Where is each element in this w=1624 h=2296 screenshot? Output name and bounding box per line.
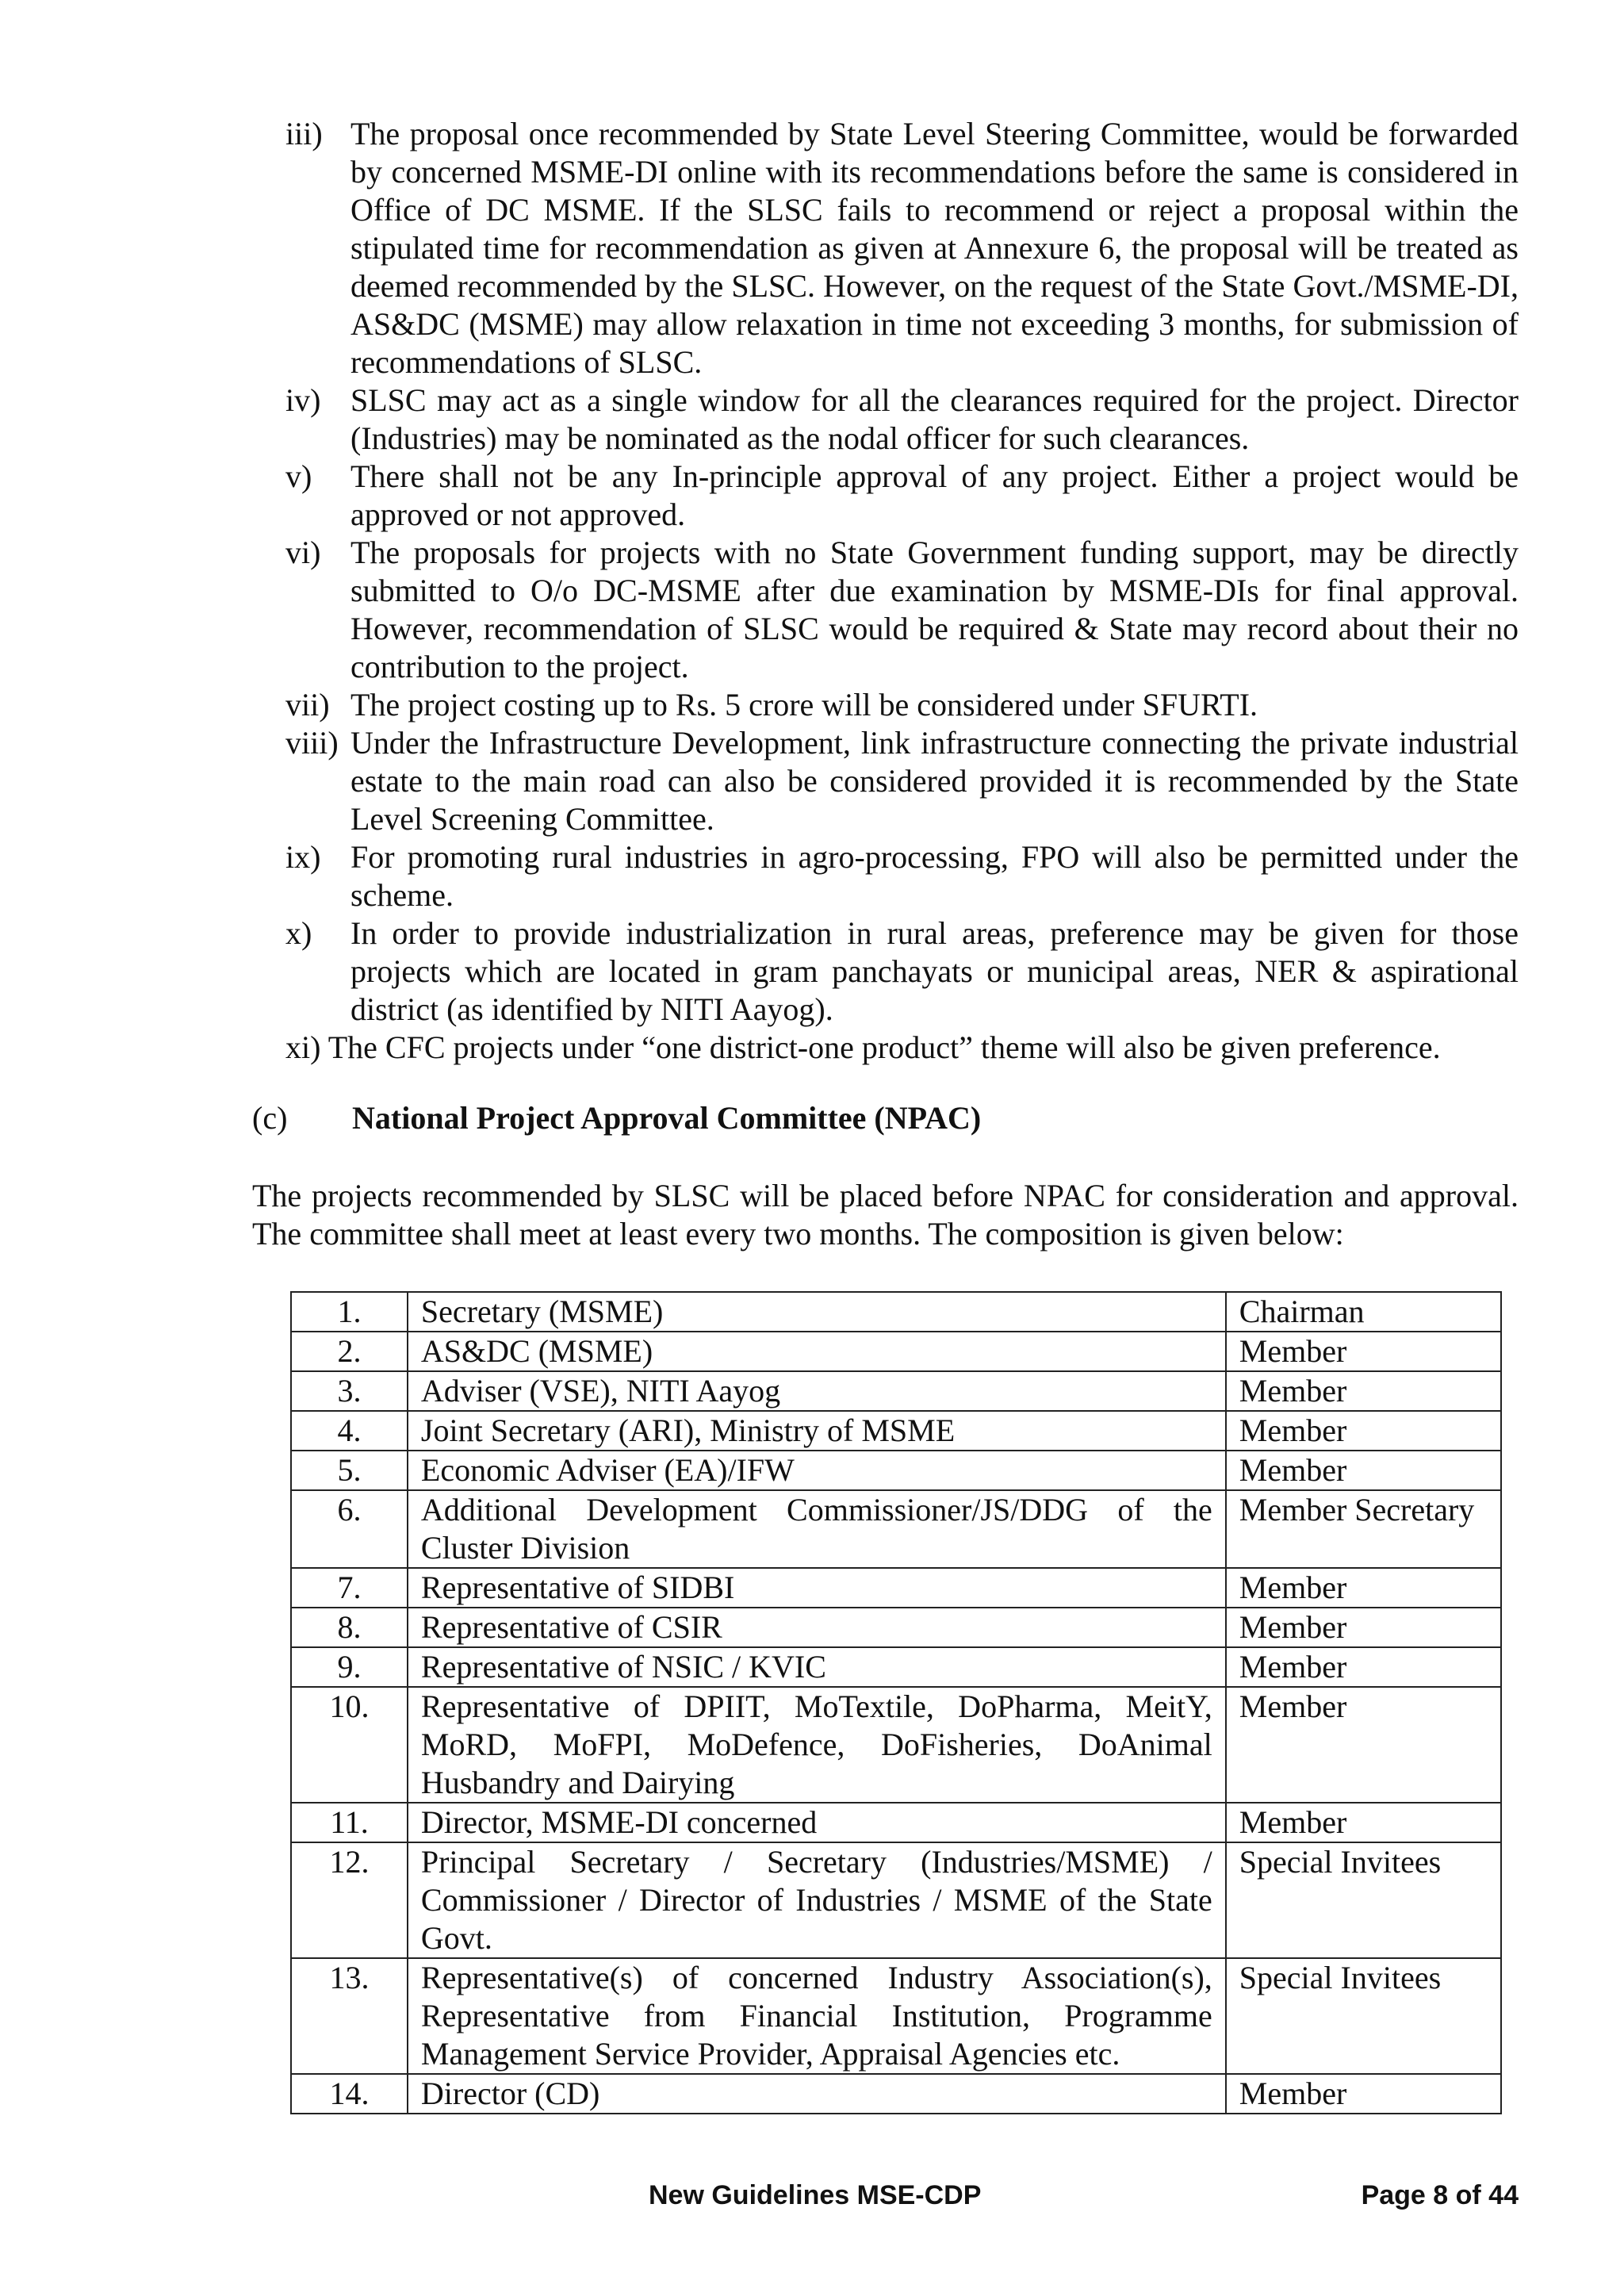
member-role: Member Secretary bbox=[1226, 1490, 1501, 1568]
member-role: Member bbox=[1226, 2074, 1501, 2114]
row-number: 9. bbox=[291, 1647, 408, 1687]
member-name: Representative of NSIC / KVIC bbox=[408, 1647, 1226, 1687]
table-row bbox=[291, 2074, 1501, 2114]
list-item-number: x) bbox=[285, 915, 312, 951]
member-role: Special Invitees bbox=[1226, 1842, 1501, 1958]
table-row bbox=[291, 1608, 1501, 1647]
table-row bbox=[291, 1803, 1501, 1842]
list-item-number: ix) bbox=[285, 839, 321, 875]
section-title: National Project Approval Committee (NPAC) bbox=[352, 1100, 982, 1136]
table-row bbox=[291, 1332, 1501, 1371]
member-role: Member bbox=[1226, 1568, 1501, 1608]
row-number: 1. bbox=[291, 1292, 408, 1332]
row-number: 5. bbox=[291, 1451, 408, 1490]
list-item-number: viii) bbox=[285, 725, 339, 761]
member-name: Adviser (VSE), NITI Aayog bbox=[408, 1371, 1226, 1411]
member-role: Member bbox=[1226, 1608, 1501, 1647]
table-row bbox=[291, 1647, 1501, 1687]
list-item-text: The project costing up to Rs. 5 crore will be considered under SFURTI. bbox=[350, 687, 1258, 723]
list-item-number: xi) bbox=[285, 1029, 321, 1065]
list-item-number: iii) bbox=[285, 116, 323, 151]
member-name: Secretary (MSME) bbox=[408, 1292, 1226, 1332]
list-item-number: vi) bbox=[285, 535, 321, 570]
guideline-list bbox=[285, 115, 1519, 1067]
section-heading bbox=[252, 1099, 981, 1137]
row-number: 12. bbox=[291, 1842, 408, 1958]
list-item bbox=[285, 115, 1519, 381]
list-item-text: The CFC projects under “one district-one product” theme will also be given preference. bbox=[327, 1029, 1441, 1065]
member-name: Additional Development Commissioner/JS/DDG of the Cluster Division bbox=[408, 1490, 1226, 1568]
table-row bbox=[291, 1411, 1501, 1451]
list-item bbox=[285, 838, 1519, 914]
row-number: 2. bbox=[291, 1332, 408, 1371]
member-name: Director (CD) bbox=[408, 2074, 1226, 2114]
row-number: 7. bbox=[291, 1568, 408, 1608]
list-item bbox=[285, 686, 1519, 724]
row-number: 10. bbox=[291, 1687, 408, 1803]
committee-table bbox=[290, 1291, 1502, 2114]
table-row bbox=[291, 1292, 1501, 1332]
member-name: AS&DC (MSME) bbox=[408, 1332, 1226, 1371]
member-role: Member bbox=[1226, 1687, 1501, 1803]
table-row bbox=[291, 1371, 1501, 1411]
row-number: 11. bbox=[291, 1803, 408, 1842]
table-row bbox=[291, 1842, 1501, 1958]
list-item-text: There shall not be any In-principle approval of any project. Either a project would be approved or not approved. bbox=[350, 458, 1519, 532]
member-name: Director, MSME-DI concerned bbox=[408, 1803, 1226, 1842]
member-role: Member bbox=[1226, 1411, 1501, 1451]
list-item bbox=[285, 458, 1519, 534]
list-item-text: In order to provide industrialization in rural areas, preference may be given for those projects which are located in gram panchayats or municipal areas, NER & aspirational district (as identified by NITI Aayog). bbox=[350, 915, 1519, 1027]
member-role: Chairman bbox=[1226, 1292, 1501, 1332]
row-number: 3. bbox=[291, 1371, 408, 1411]
list-item-number: v) bbox=[285, 458, 312, 494]
row-number: 4. bbox=[291, 1411, 408, 1451]
row-number: 6. bbox=[291, 1490, 408, 1568]
list-item bbox=[285, 534, 1519, 686]
footer-page-number: Page 8 of 44 bbox=[1361, 2180, 1519, 2210]
member-name: Representative of CSIR bbox=[408, 1608, 1226, 1647]
table-row bbox=[291, 1687, 1501, 1803]
list-item-text: For promoting rural industries in agro-processing, FPO will also be permitted under the scheme. bbox=[350, 839, 1519, 913]
table-row bbox=[291, 1568, 1501, 1608]
row-number: 8. bbox=[291, 1608, 408, 1647]
member-name: Principal Secretary / Secretary (Industries/MSME) / Commissioner / Director of Industries / MSME of the State Govt. bbox=[408, 1842, 1226, 1958]
member-role: Member bbox=[1226, 1647, 1501, 1687]
list-item bbox=[285, 914, 1519, 1029]
list-item-text: The proposals for projects with no State Government funding support, may be directly submitted to O/o DC-MSME after due examination by MSME-DIs for final approval. However, recommendation of SLSC would be required & State may record about their no contribution to the project. bbox=[350, 535, 1519, 684]
member-role: Member bbox=[1226, 1371, 1501, 1411]
member-role: Member bbox=[1226, 1803, 1501, 1842]
table-row bbox=[291, 1490, 1501, 1568]
list-item bbox=[285, 1029, 1519, 1067]
table-row bbox=[291, 1451, 1501, 1490]
list-item-text: SLSC may act as a single window for all the clearances required for the project. Director (Industries) may be nominated as the nodal officer for such clearances. bbox=[350, 382, 1519, 456]
row-number: 14. bbox=[291, 2074, 408, 2114]
list-item-number: vii) bbox=[285, 687, 330, 723]
list-item bbox=[285, 724, 1519, 838]
member-role: Member bbox=[1226, 1451, 1501, 1490]
table-row bbox=[291, 1958, 1501, 2074]
footer-title: New Guidelines MSE-CDP bbox=[649, 2180, 982, 2210]
member-name: Representative of SIDBI bbox=[408, 1568, 1226, 1608]
section-number: (c) bbox=[252, 1100, 288, 1136]
member-role: Special Invitees bbox=[1226, 1958, 1501, 2074]
member-role: Member bbox=[1226, 1332, 1501, 1371]
member-name: Representative of DPIIT, MoTextile, DoPharma, MeitY, MoRD, MoFPI, MoDefence, DoFisheries, DoAnimal Husbandry and Dairying bbox=[408, 1687, 1226, 1803]
member-name: Joint Secretary (ARI), Ministry of MSME bbox=[408, 1411, 1226, 1451]
intro-paragraph: The projects recommended by SLSC will be placed before NPAC for consideration and approval. The committee shall meet at least every two months. The composition is given below: bbox=[252, 1178, 1519, 1251]
list-item-text: The proposal once recommended by State Level Steering Committee, would be forwarded by concerned MSME-DI online with its recommendations before the same is considered in Office of DC MSME. If the SLSC fails to recommend or reject a proposal within the stipulated time for recommendation as given at Annexure 6, the proposal will be treated as deemed recommended by the SLSC. However, on the request of the State Govt./MSME-DI, AS&DC (MSME) may allow relaxation in time not exceeding 3 months, for submission of recommendations of SLSC. bbox=[350, 116, 1519, 380]
row-number: 13. bbox=[291, 1958, 408, 2074]
member-name: Representative(s) of concerned Industry Association(s), Representative from Financial Institution, Programme Management Service Provider, Appraisal Agencies etc. bbox=[408, 1958, 1226, 2074]
list-item-text: Under the Infrastructure Development, link infrastructure connecting the private industrial estate to the main road can also be considered provided it is recommended by the State Level Screening Committee. bbox=[350, 725, 1519, 837]
member-name: Economic Adviser (EA)/IFW bbox=[408, 1451, 1226, 1490]
list-item bbox=[285, 381, 1519, 458]
list-item-number: iv) bbox=[285, 382, 321, 418]
